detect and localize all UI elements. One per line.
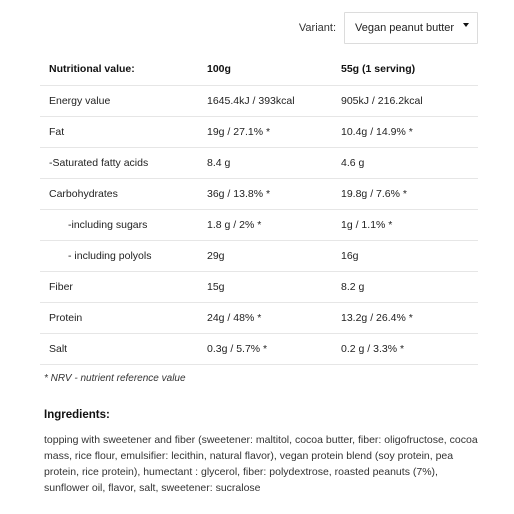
row-per100: 29g — [198, 240, 332, 271]
row-serving: 10.4g / 14.9% * — [332, 116, 478, 147]
variant-label: Variant: — [298, 22, 336, 34]
row-name: Salt — [40, 333, 198, 364]
row-name: Protein — [40, 302, 198, 333]
ingredients-heading: Ingredients: — [44, 409, 110, 421]
row-per100: 36g / 13.8% * — [198, 178, 332, 209]
row-per100: 1645.4kJ / 393kcal — [198, 85, 332, 116]
row-name: Fat — [40, 116, 198, 147]
variant-selected-value: Vegan peanut butter — [355, 22, 455, 34]
row-serving: 0.2 g / 3.3% * — [332, 333, 478, 364]
row-name: Energy value — [40, 85, 198, 116]
nrv-footnote: * NRV - nutrient reference value — [44, 373, 186, 384]
table-row — [40, 116, 478, 147]
table-header-row — [40, 54, 478, 85]
row-per100: 8.4 g — [198, 147, 332, 178]
variant-dropdown[interactable] — [344, 12, 478, 44]
header-per-serving: 55g (1 serving) — [332, 54, 478, 85]
nutrition-table — [40, 54, 478, 365]
table-row — [40, 271, 478, 302]
row-serving: 8.2 g — [332, 271, 478, 302]
row-per100: 15g — [198, 271, 332, 302]
row-serving: 19.8g / 7.6% * — [332, 178, 478, 209]
table-row — [40, 240, 478, 271]
table-row — [40, 147, 478, 178]
row-serving: 1g / 1.1% * — [332, 209, 478, 240]
row-serving: 13.2g / 26.4% * — [332, 302, 478, 333]
row-name: Carbohydrates — [40, 178, 198, 209]
row-per100: 1.8 g / 2% * — [198, 209, 332, 240]
row-name: -Saturated fatty acids — [40, 147, 198, 178]
row-name: -including sugars — [40, 209, 198, 240]
table-row — [40, 209, 478, 240]
caret-down-icon — [463, 23, 469, 27]
table-row — [40, 333, 478, 364]
row-name: - including polyols — [40, 240, 198, 271]
row-serving: 16g — [332, 240, 478, 271]
table-row — [40, 178, 478, 209]
row-per100: 24g / 48% * — [198, 302, 332, 333]
header-nutritional-value: Nutritional value: — [40, 54, 198, 85]
row-serving: 905kJ / 216.2kcal — [332, 85, 478, 116]
variant-selector-row — [299, 12, 478, 44]
ingredients-text: topping with sweetener and fiber (sweetener: maltitol, cocoa butter, fiber: oligofructose, cocoa mass, rice flour, emulsifier: lecithin, natural flavor), vegan protein blend (soy protein, pea protein, rice protein), humectant : glycerol, fiber: polydextrose, roasted peanuts (7%), sunflower oil, flavor, salt, sweetener: sucralose — [44, 434, 478, 494]
row-serving: 4.6 g — [332, 147, 478, 178]
header-per-100g: 100g — [198, 54, 332, 85]
row-per100: 19g / 27.1% * — [198, 116, 332, 147]
table-row — [40, 85, 478, 116]
row-per100: 0.3g / 5.7% * — [198, 333, 332, 364]
row-name: Fiber — [40, 271, 198, 302]
table-row — [40, 302, 478, 333]
